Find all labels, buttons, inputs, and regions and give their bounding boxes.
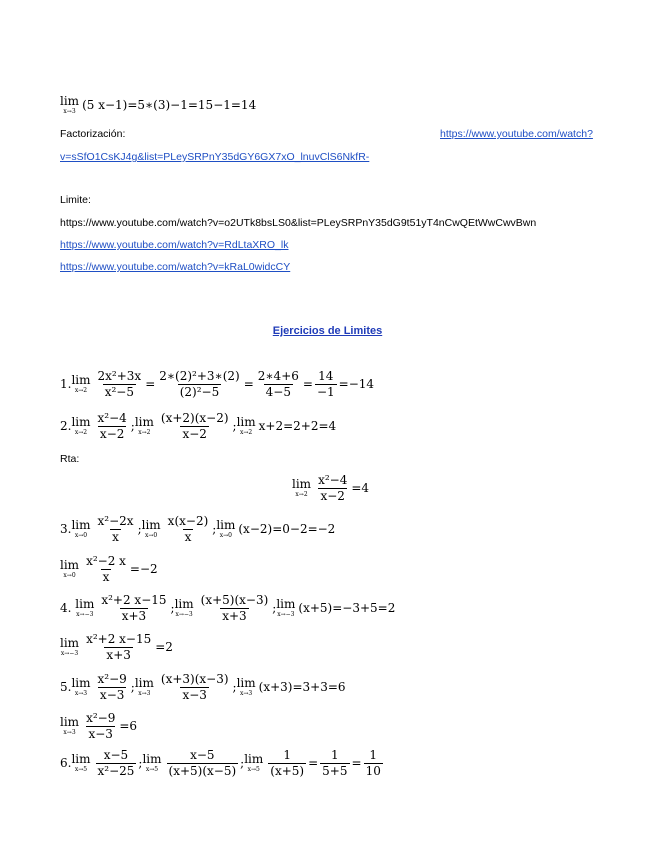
factorizacion-label: Factorización: [60,128,126,140]
factorizacion-link-part2[interactable]: v=sSfO1CsKJ4g&list=PLeySRPnY35dGY6GX7xO_lnuvClS6NkfR- [60,151,370,163]
ex1-frac-1: $\frac{\text{2x²+3x}}{\text{x²−5}}$ [97,369,142,399]
exercise-5: 5. lim x→3 $\frac{\text{x²−9}}{x-3}$ ; lim x→3 $\frac{(x+3)(x-3)}{x-3}$ ; lim x→3 (x+3)=3+3=6 [60,672,346,702]
limite-link-b[interactable]: https://www.youtube.com/watch?v=kRaL0widcCY [60,261,291,273]
lim-operator: lim x→3 [60,94,80,115]
exercise-3: 3. lim x→0 $\frac{\text{x²−2x}}{x}$ ; lim x→0 $\frac{x(x-2)}{x}$ ; lim x→0 (x−2)=0−2=−2 [60,514,336,544]
exercise-4-result: lim x→−3 $\frac{\text{x²+2 x−15}}{x+3}$ =2 [60,632,173,662]
exercise-6: 6. lim x→5 $\frac{x-5}{\text{x²−25}}$ ; lim x→5 $\frac{x-5}{(x+5)(x-5)}$ ; lim x→5 $\frac{1}{(x+5)}$ = $\frac{1}{5+5}$ = $\frac{1}{10}$ [60,748,381,778]
ex1-frac-3: $\frac{2∗4+6}{4-5}$ [257,369,299,399]
rta-expression: lim x→2 $\frac{\text{x²−4}}{x-2}$ =4 [292,473,370,503]
exercise-2: 2. lim x→2 $\frac{\text{x²−4}}{x-2}$ ; lim x→2 $\frac{(x+2)(x-2)}{x-2}$ ; lim x→2 x+2=2+2=4 [60,411,337,441]
exercise-5-result: lim x→3 $\frac{\text{x²−9}}{x-3}$ =6 [60,711,138,741]
limite-label: Limite: [60,194,91,206]
ex2-frac-1: $\frac{\text{x²−4}}{x-2}$ [97,411,127,441]
ex2-frac-2: $\frac{(x+2)(x-2)}{x-2}$ [160,411,229,441]
exercise-3-result: lim x→0 $\frac{\text{x²−2 x}}{x}$ =−2 [60,554,158,584]
exercise-1: 1. lim x→2 $\frac{\text{2x²+3x}}{\text{x²−5}}$ = $\frac{\text{2∗(2)²+3∗(2)}}{\text{(2)²−5}}$ = $\frac{2∗4+6}{4-5}$ = $\frac{14}{-1}$ =−14 [60,369,375,399]
limite-url-plain: https://www.youtube.com/watch?v=o2UTk8bsLS0&list=PLeySRPnY35dG9t51yT4nCwQEtWwCwvBwn [60,217,537,229]
factorizacion-link-part1[interactable]: https://www.youtube.com/watch? [440,128,593,140]
limite-link-a[interactable]: https://www.youtube.com/watch?v=RdLtaXRO_lk [60,239,289,251]
top-limit-expression [60,95,256,115]
rta-label: Rta: [60,453,80,465]
top-limit-body: (5 x−1)=5∗(3)−1=15−1=14 [82,98,257,112]
section-title: Ejercicios de Limites [272,325,383,337]
ex1-frac-2: $\frac{\text{2∗(2)²+3∗(2)}}{\text{(2)²−5}}$ [159,369,240,399]
ex1-frac-4: $\frac{14}{-1}$ [316,369,335,399]
exercise-4: 4. lim x→−3 $\frac{\text{x²+2 x−15}}{x+3}$ ; lim x→−3 $\frac{(x+5)(x-3)}{x+3}$ ; lim x→−3 (x+5)=−3+5=2 [60,593,396,623]
